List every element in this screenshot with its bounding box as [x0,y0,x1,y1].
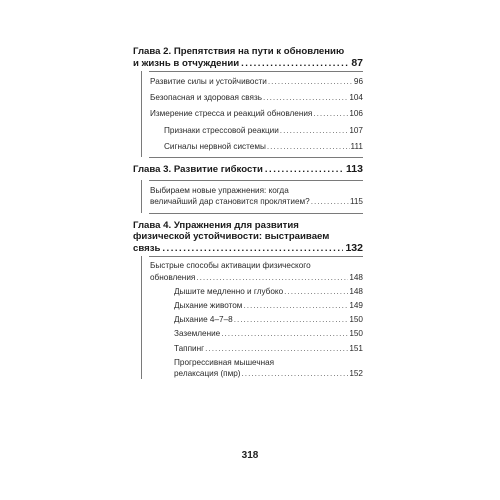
dot-leader [241,58,349,70]
dot-leader [280,125,349,136]
dot-leader [311,196,349,207]
entry-title-line-1: Выбираем новые упражнения: когда [150,185,289,195]
entry-title: Развитие силы и устойчивости [150,77,267,86]
toc-entry[interactable] [150,76,363,87]
toc-subentry[interactable] [150,328,363,339]
entry-title: Признаки стрессовой реакции [164,125,279,135]
toc-entry[interactable] [150,185,363,207]
chapter-4-title-line-2: физической устойчивости: выстраиваем [133,231,330,243]
dot-leader [162,243,343,255]
toc-entry[interactable] [150,260,363,282]
dot-leader [234,314,349,325]
entry-page: 152 [349,369,363,379]
toc-entry[interactable] [150,92,363,103]
dot-leader [263,92,348,103]
chapter-4-title-line-1: Глава 4. Упражнения для развития [133,219,299,231]
entry-page: 151 [349,343,363,353]
entry-page: 115 [349,196,363,206]
toc-entry[interactable] [150,108,363,119]
chapter-rule [149,213,363,214]
dot-leader [313,108,348,119]
dot-leader [242,368,349,379]
entry-title-line-2: обновления [150,272,196,282]
entry-title: Дыхание животом [174,301,243,311]
chapter-3-title: Глава 3. Развитие гибкости [133,164,263,176]
chapter-3-heading[interactable] [133,164,363,176]
entry-title-line-1: Быстрые способы активации физического [150,261,311,271]
entry-title: Измерение стресса и реакций обновления [150,109,313,119]
entry-page: 148 [349,286,363,296]
entry-title: Таппинг [174,343,205,353]
dot-leader [205,343,348,354]
entry-title: Заземление [174,329,221,339]
toc-subentry[interactable] [150,286,363,297]
chapter-2-page: 87 [351,56,363,69]
toc-subentry[interactable] [150,314,363,325]
dot-leader [265,164,344,176]
entry-page: 111 [350,141,363,151]
entry-title: Безопасная и здоровая связь [150,93,263,103]
toc-subentry[interactable] [150,357,363,379]
entry-page: 107 [349,125,363,135]
entry-page: 106 [349,109,363,119]
entry-title-line-2: релаксация (пмр) [174,369,241,379]
chapter-4-sections [141,256,363,379]
entry-page: 150 [349,315,363,325]
toc-subentry[interactable] [150,141,363,152]
entry-page: 96 [353,77,363,86]
entry-title: Сигналы нервной системы [164,141,266,151]
entry-page: 104 [349,93,363,103]
chapter-4-title-line-3: связь [133,242,161,254]
chapter-rule [149,157,363,158]
toc-subentry[interactable] [150,300,363,311]
dot-leader [243,300,348,311]
entry-page: 149 [349,301,363,311]
entry-page: 150 [349,329,363,339]
toc-subentry[interactable] [150,343,363,354]
chapter-4-page: 132 [345,241,363,254]
chapter-3-sections [141,180,363,213]
entry-title: Дышите медленно и глубоко [174,286,284,296]
entry-page: 148 [349,272,363,282]
table-of-contents [133,46,363,379]
chapter-4-heading[interactable] [133,220,363,255]
entry-title-line-2: величайший дар становится проклятием? [150,196,310,206]
dot-leader [284,286,348,297]
chapter-2-title-line-1: Глава 2. Препятствия на пути к обновлению [133,46,345,57]
dot-leader [196,272,348,283]
chapter-2-sections [141,71,363,157]
chapter-3-page: 113 [346,163,363,176]
entry-title-line-1: Прогрессивная мышечная [174,357,275,367]
dot-leader [267,141,350,152]
toc-subentry[interactable] [150,125,363,136]
chapter-2-title-line-2: и жизнь в отчуждении [133,57,240,69]
dot-leader [268,76,353,87]
dot-leader [221,328,348,339]
page-number: 318 [241,450,259,461]
entry-title: Дыхание 4–7–8 [174,315,233,325]
chapter-2-heading[interactable] [133,46,363,69]
